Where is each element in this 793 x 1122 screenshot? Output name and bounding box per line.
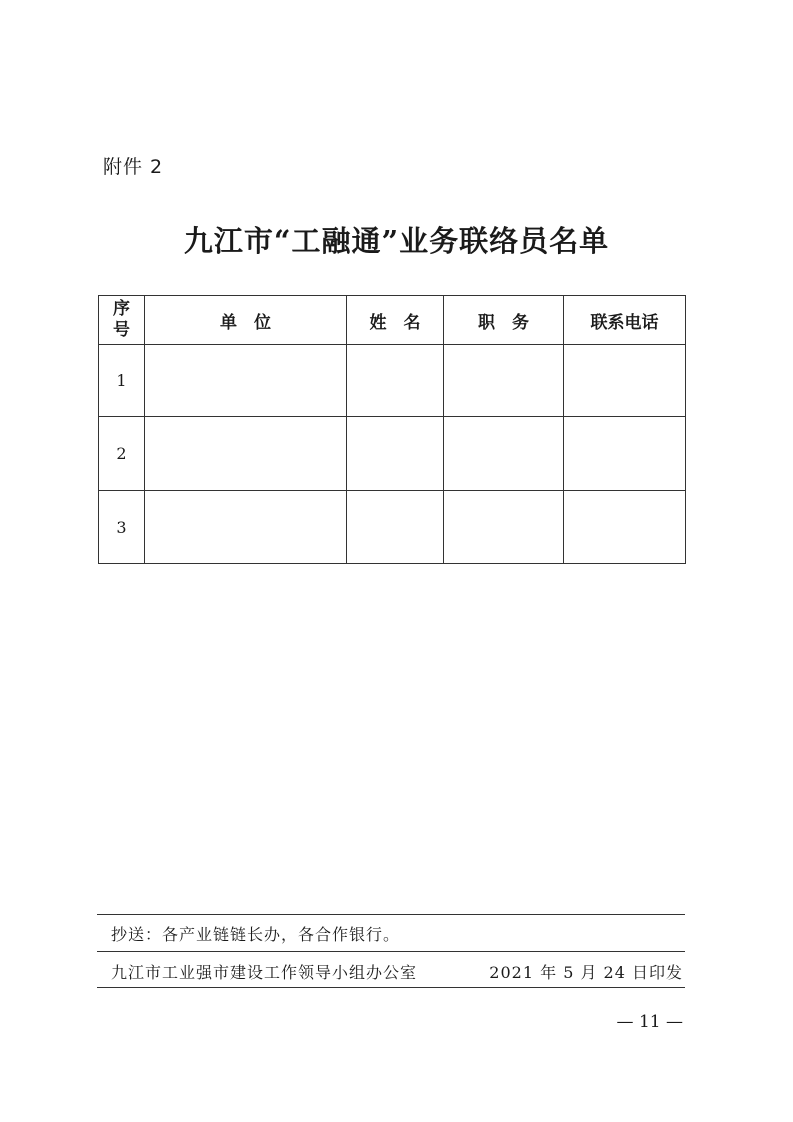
table-row — [99, 417, 686, 491]
table-row — [99, 491, 686, 564]
row-phone — [564, 345, 686, 417]
footer-divider-top — [97, 914, 685, 915]
row-phone — [564, 491, 686, 564]
row-seq: 3 — [99, 491, 145, 564]
row-seq: 2 — [99, 417, 145, 491]
row-position — [444, 417, 564, 491]
row-unit — [145, 345, 347, 417]
row-name — [347, 345, 444, 417]
row-unit — [145, 417, 347, 491]
cc-line: 抄送：各产业链链长办，各合作银行。 — [111, 925, 401, 944]
liaison-roster-table — [98, 295, 686, 564]
row-phone — [564, 417, 686, 491]
header-seq-line1: 序 — [113, 299, 130, 319]
table-row — [99, 345, 686, 417]
header-seq — [99, 296, 145, 345]
issuing-office: 九江市工业强市建设工作领导小组办公室 — [111, 963, 418, 982]
row-position — [444, 345, 564, 417]
header-unit: 单 位 — [145, 296, 347, 345]
header-name: 姓 名 — [347, 296, 444, 345]
row-position — [444, 491, 564, 564]
row-name — [347, 417, 444, 491]
row-name — [347, 491, 444, 564]
attachment-label: 附件 2 — [103, 156, 164, 178]
footer-divider-bottom — [97, 987, 685, 988]
issue-date: 2021 年 5 月 24 日印发 — [489, 963, 683, 982]
header-phone: 联系电话 — [564, 296, 686, 345]
header-seq-line2: 号 — [113, 320, 130, 340]
page-number: — 11 — — [616, 1012, 683, 1032]
table-header-row — [99, 296, 686, 345]
document-title: 九江市“工融通”业务联络员名单 — [183, 224, 610, 258]
header-position: 职 务 — [444, 296, 564, 345]
row-seq: 1 — [99, 345, 145, 417]
row-unit — [145, 491, 347, 564]
footer-divider-middle — [97, 951, 685, 952]
